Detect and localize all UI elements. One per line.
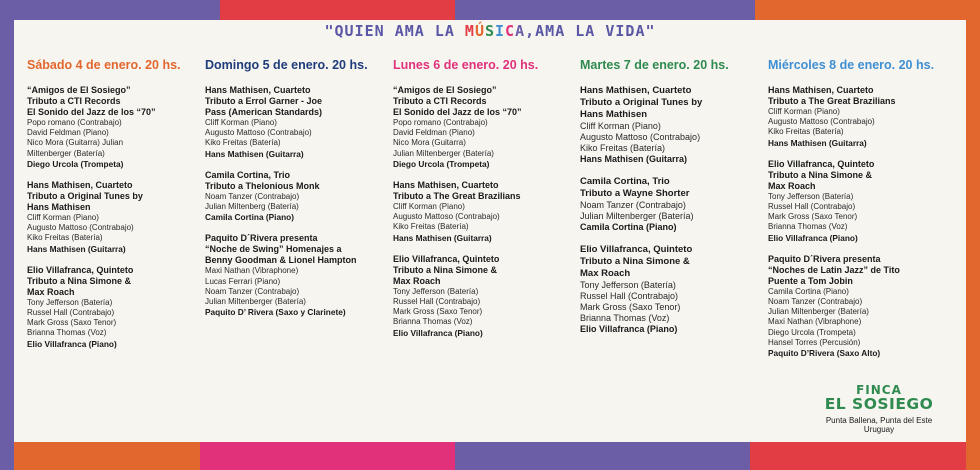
day-column xyxy=(27,58,202,360)
concert-title-line: Hans Mathisen, Cuarteto xyxy=(27,180,133,191)
leader-line: Paquito D’Rivera (Saxo Alto) xyxy=(768,348,881,359)
concert-event xyxy=(205,170,385,223)
concert-title-line: Tributo a CTI Records xyxy=(27,96,121,106)
concert-title-line: Elio Villafranca, Quinteto xyxy=(393,253,500,264)
leader-line: Hans Mathisen (Guitarra) xyxy=(768,137,867,148)
concert-title-line: Elio Villafranca, Quinteto xyxy=(768,158,875,169)
day-heading: Miércoles 8 de enero. 20 hs. xyxy=(768,58,935,72)
title-char: A xyxy=(394,22,405,40)
title-char: , xyxy=(525,22,536,40)
title-char: A xyxy=(515,22,526,40)
musician-line: Cliff Korman (Piano) xyxy=(393,202,465,212)
musician-line: Maxi Nathan (Vibraphone) xyxy=(768,317,862,327)
concert-event xyxy=(205,85,385,159)
concert-event xyxy=(393,180,573,243)
concert-event xyxy=(580,244,760,335)
musician-line: Mark Gross (Saxo Tenor) xyxy=(27,318,117,328)
concert-event xyxy=(393,85,573,169)
title-char: I xyxy=(495,22,506,40)
day-column xyxy=(205,58,385,328)
concert-event xyxy=(768,159,958,243)
musician-line: Mark Gross (Saxo Tenor) xyxy=(580,302,681,312)
leader-line: Paquito D’ Rivera (Saxo y Clarinete) xyxy=(205,307,346,318)
concert-title-line: Hans Mathisen, Cuarteto xyxy=(768,85,874,95)
concert-title-line: El Sonido del Jazz de los “70” xyxy=(393,107,522,117)
musician-line: Kiko Freitas (Batería) xyxy=(27,233,103,243)
concert-title-line: Tributo a Thelonious Monk xyxy=(205,180,320,191)
logo-location: Punta Ballena, Punta del Este xyxy=(825,416,933,425)
musician-line: Kiko Freitas (Batería) xyxy=(205,138,281,148)
concert-title-line: “Amigos de El Sosiego” xyxy=(27,85,131,95)
musician-line: Augusto Mattoso (Contrabajo) xyxy=(768,117,875,127)
concert-title-line: Elio Villafranca, Quinteto xyxy=(580,244,693,255)
title-char: A xyxy=(585,22,596,40)
concert-event xyxy=(27,180,202,254)
title-char: L xyxy=(575,22,586,40)
title-char: I xyxy=(354,22,365,40)
concert-title-line: Max Roach xyxy=(580,268,631,279)
logo-country: Uruguay xyxy=(863,425,895,434)
title-char: C xyxy=(505,22,516,40)
concert-title-line: Tributo a Nina Simone & xyxy=(393,264,498,275)
page-title xyxy=(0,22,980,40)
title-char: N xyxy=(374,22,385,40)
concert-title-line: Tributo a Original Tunes by xyxy=(27,191,143,202)
concert-title-line: Tributo a Wayne Shorter xyxy=(580,188,690,199)
top-bar-orange xyxy=(755,0,980,20)
title-char: A xyxy=(635,22,646,40)
musician-line: Augusto Mattoso (Contrabajo) xyxy=(393,212,500,222)
musician-line: Cliff Korman (Piano) xyxy=(768,107,840,116)
title-char: E xyxy=(364,22,375,40)
musician-line: Julian Miltenberger (Batería) xyxy=(205,297,306,307)
leader-line: Elio Villafranca (Piano) xyxy=(27,338,117,349)
musician-line: Mark Gross (Saxo Tenor) xyxy=(768,212,858,222)
concert-title-line: Paquito D´Rivera presenta xyxy=(205,233,318,244)
title-char: A xyxy=(444,22,455,40)
musician-line: Noam Tanzer (Contrabajo) xyxy=(768,297,863,307)
concert-event xyxy=(27,265,202,349)
title-char: M xyxy=(464,22,475,40)
concert-title-line: Hans Mathisen xyxy=(27,202,91,213)
musician-line: Tony Jefferson (Batería) xyxy=(393,286,479,296)
title-char: V xyxy=(605,22,616,40)
musician-line: David Feldman (Piano) xyxy=(27,128,109,138)
leader-line: Elio Villafranca (Piano) xyxy=(393,327,483,338)
bottom-bar-red xyxy=(750,442,980,470)
leader-line: Hans Mathisen (Guitarra) xyxy=(580,154,688,164)
concert-title-line: Camila Cortina, Trio xyxy=(205,169,291,180)
leader-line: Camila Cortina (Piano) xyxy=(205,212,294,223)
leader-line: Hans Mathisen (Guitarra) xyxy=(27,243,126,254)
concert-event xyxy=(768,85,958,148)
concert-title-line: Tributo a Errol Garner - Joe xyxy=(205,96,323,106)
musician-line: Diego Urcola (Trompeta) xyxy=(768,327,856,337)
musician-line: Julian Miltenberg (Batería) xyxy=(205,202,299,212)
leader-line: Diego Urcola (Trompeta) xyxy=(27,158,124,169)
musician-line: Popo romano (Contrabajo) xyxy=(27,118,122,127)
left-border xyxy=(0,0,14,470)
title-char: S xyxy=(484,22,496,40)
musician-line: Brianna Thomas (Voz) xyxy=(580,313,670,323)
right-border xyxy=(966,0,980,470)
concert-event xyxy=(393,254,573,338)
title-char xyxy=(565,22,575,40)
musician-line: Nico Mora (Guitarra) Julian xyxy=(27,138,124,148)
bottom-bar-pink xyxy=(200,442,455,470)
title-char xyxy=(425,22,435,40)
musician-line: Russel Hall (Contrabajo) xyxy=(393,297,481,307)
musician-line: Brianna Thomas (Voz) xyxy=(27,328,107,338)
musician-line: Noam Tanzer (Contrabajo) xyxy=(580,200,686,210)
concert-title-line: Tributo a Nina Simone & xyxy=(580,256,690,267)
musician-line: Julian Miltenberger (Batería) xyxy=(768,307,869,317)
musician-line: Maxi Nathan (Vibraphone) xyxy=(205,266,299,276)
musician-line: Augusto Mattoso (Contrabajo) xyxy=(27,223,134,233)
concert-event xyxy=(580,85,760,165)
concert-title-line: Hans Mathisen xyxy=(580,109,648,120)
title-char xyxy=(385,22,395,40)
title-char: A xyxy=(535,22,546,40)
concert-title-line: Benny Goodman & Lionel Hampton xyxy=(205,255,357,266)
musician-line: Russel Hall (Contrabajo) xyxy=(768,202,856,212)
logo-finca: FINCA xyxy=(856,383,902,397)
finca-el-sosiego-logo xyxy=(804,383,954,434)
musician-line: Kiko Freitas (Batería) xyxy=(393,222,469,232)
musician-line: Cliff Korman (Piano) xyxy=(580,121,661,131)
musician-line: Cliff Korman (Piano) xyxy=(27,213,99,223)
musician-line: Russel Hall (Contrabajo) xyxy=(27,308,115,318)
leader-line: Hans Mathisen (Guitarra) xyxy=(205,148,304,159)
top-bar-red xyxy=(220,0,455,20)
concert-title-line: Tributo a The Great Brazilians xyxy=(393,191,521,202)
concert-title-line: Tributo a Nina Simone & xyxy=(768,169,873,180)
concert-title-line: Max Roach xyxy=(768,180,816,191)
musician-line: Miltenberger (Batería) xyxy=(27,148,105,158)
musician-line: Cliff Korman (Piano) xyxy=(205,118,277,127)
concert-event xyxy=(27,85,202,169)
musician-line: Nico Mora (Guitarra) xyxy=(393,138,466,148)
concert-title-line: Puente a Tom Jobin xyxy=(768,275,853,286)
logo-el-sosiego: EL SOSIEGO xyxy=(824,395,934,413)
concert-title-line: Max Roach xyxy=(393,275,441,286)
musician-line: Brianna Thomas (Voz) xyxy=(393,317,473,327)
leader-line: Camila Cortina (Piano) xyxy=(580,222,677,232)
concert-title-line: Tributo a Nina Simone & xyxy=(27,275,132,286)
title-char: Ú xyxy=(474,22,485,40)
concert-title-line: Tributo a CTI Records xyxy=(393,96,487,106)
bottom-bar-purple xyxy=(455,442,750,470)
musician-line: Camila Cortina (Piano) xyxy=(768,286,849,296)
musician-line: Kiko Freitas (Batería) xyxy=(768,127,844,137)
day-heading: Lunes 6 de enero. 20 hs. xyxy=(393,58,539,72)
musician-line: Augusto Mattoso (Contrabajo) xyxy=(205,128,312,138)
musician-line: Popo romano (Contrabajo) xyxy=(393,118,488,127)
concert-title-line: Hans Mathisen, Cuarteto xyxy=(393,180,499,191)
concert-event xyxy=(580,176,760,233)
title-char xyxy=(455,22,465,40)
day-column xyxy=(393,58,573,349)
musician-line: Noam Tanzer (Contrabajo) xyxy=(205,191,300,201)
day-heading: Domingo 5 de enero. 20 hs. xyxy=(205,58,368,72)
title-char: D xyxy=(625,22,636,40)
concert-title-line: Hans Mathisen, Cuarteto xyxy=(580,85,692,96)
concert-title-line: “Noche de Swing” Homenajes a xyxy=(205,244,342,255)
musician-line: Augusto Mattoso (Contrabajo) xyxy=(580,132,701,142)
musician-line: Julian Miltenberger (Batería) xyxy=(580,211,694,221)
bottom-bar-orange xyxy=(0,442,200,470)
concert-title-line: El Sonido del Jazz de los “70” xyxy=(27,107,156,117)
musician-line: Tony Jefferson (Batería) xyxy=(768,191,854,201)
concert-title-line: “Noches de Latin Jazz” de Tito xyxy=(768,264,900,275)
musician-line: Julian Miltenberger (Batería) xyxy=(393,148,494,158)
title-char: " xyxy=(324,22,335,40)
leader-line: Diego Urcola (Trompeta) xyxy=(393,158,490,169)
title-char: U xyxy=(344,22,355,40)
concert-title-line: Max Roach xyxy=(27,286,75,297)
concert-title-line: Tributo a Original Tunes by xyxy=(580,97,703,108)
musician-line: Lucas Ferrari (Piano) xyxy=(205,276,281,286)
title-char: L xyxy=(434,22,445,40)
concert-title-line: Camila Cortina, Trio xyxy=(580,176,670,187)
musician-line: Brianna Thomas (Voz) xyxy=(768,222,848,232)
title-char: A xyxy=(555,22,566,40)
musician-line: Tony Jefferson (Batería) xyxy=(580,280,676,290)
title-char: M xyxy=(545,22,556,40)
day-heading: Martes 7 de enero. 20 hs. xyxy=(580,58,729,72)
concert-title-line: Elio Villafranca, Quinteto xyxy=(27,264,134,275)
title-char xyxy=(595,22,605,40)
concert-title-line: “Amigos de El Sosiego” xyxy=(393,85,497,95)
concert-title-line: Paquito D´Rivera presenta xyxy=(768,253,881,264)
day-heading: Sábado 4 de enero. 20 hs. xyxy=(27,58,181,72)
musician-line: Tony Jefferson (Batería) xyxy=(27,297,113,307)
top-bar-purple-2 xyxy=(455,0,755,20)
concert-event xyxy=(205,233,385,317)
day-column xyxy=(580,58,760,346)
title-char: M xyxy=(404,22,415,40)
concert-event xyxy=(768,254,958,358)
musician-line: Noam Tanzer (Contrabajo) xyxy=(205,286,300,296)
title-char: I xyxy=(615,22,626,40)
concert-title-line: Pass (American Standards) xyxy=(205,107,323,117)
title-char: A xyxy=(414,22,425,40)
musician-line: Hansel Torres (Percusión) xyxy=(768,337,861,347)
concert-title-line: Hans Mathisen, Cuarteto xyxy=(205,85,311,95)
day-column xyxy=(768,58,958,369)
musician-line: Russel Hall (Contrabajo) xyxy=(580,291,679,301)
top-bar-purple xyxy=(0,0,220,20)
title-char: Q xyxy=(334,22,345,40)
musician-line: David Feldman (Piano) xyxy=(393,128,475,138)
title-char: " xyxy=(645,22,656,40)
concert-title-line: Tributo a The Great Brazilians xyxy=(768,96,896,106)
musician-line: Kiko Freitas (Batería) xyxy=(580,143,666,153)
leader-line: Elio Villafranca (Piano) xyxy=(768,232,858,243)
leader-line: Elio Villafranca (Piano) xyxy=(580,324,678,334)
musician-line: Mark Gross (Saxo Tenor) xyxy=(393,307,483,317)
leader-line: Hans Mathisen (Guitarra) xyxy=(393,232,492,243)
